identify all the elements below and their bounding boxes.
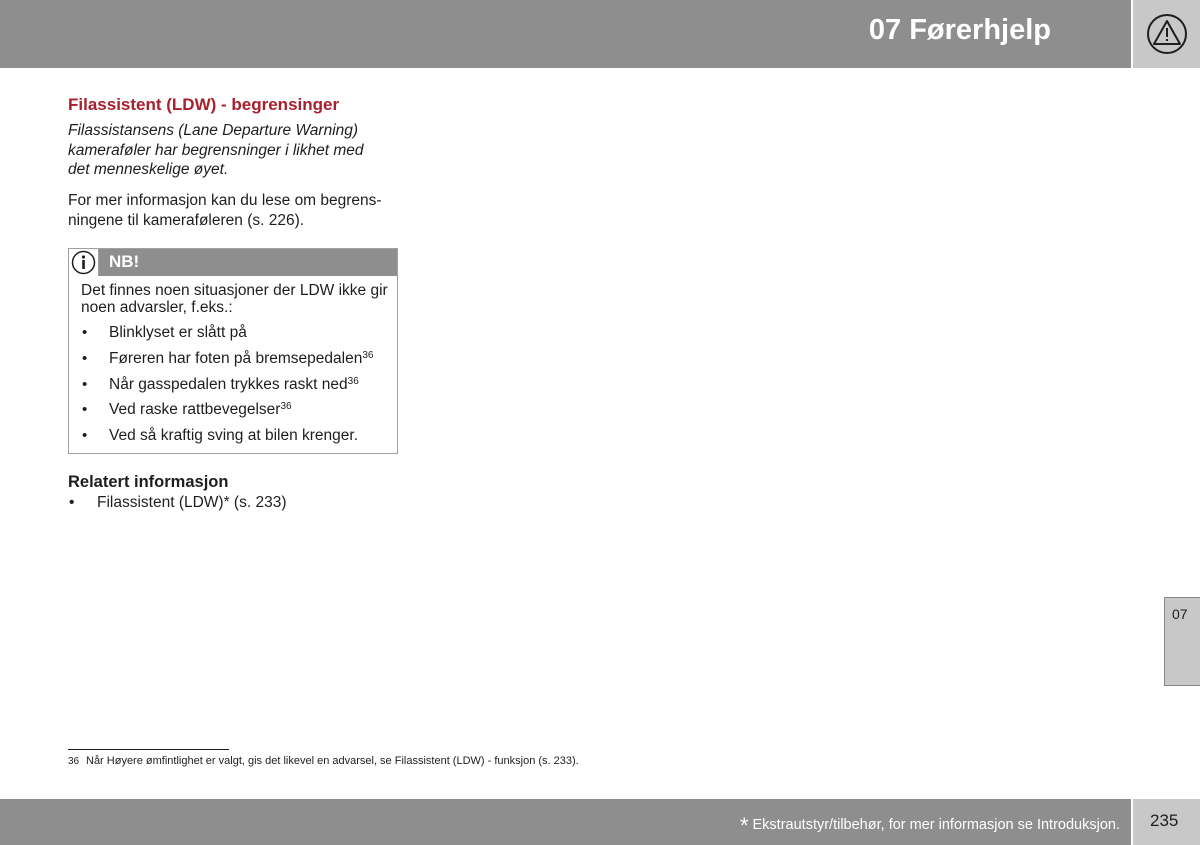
footer-note-text: Ekstrautstyr/tilbehør, for mer informasjon se Introduksjon. — [752, 817, 1120, 833]
footnote-ref: 36 — [362, 349, 374, 361]
note-intro: Det finnes noen situasjoner der LDW ikke gir noen advarsler, f.eks.: — [81, 282, 388, 316]
list-item-text: Ved raske rattbevegelser — [109, 401, 281, 419]
list-item-text: Ved så kraftig sving at bilen krenger. — [109, 427, 359, 445]
footnote-ref: 36 — [347, 375, 359, 387]
footnote — [68, 755, 579, 767]
footnote-text: Når Høyere ømfintlighet er valgt, gis det likevel en advarsel, se Filassistent (LDW) - funksjon (s. 233). — [86, 755, 579, 767]
chapter-side-tab[interactable] — [1164, 597, 1200, 686]
section-title: Filassistent (LDW) - begrensinger — [68, 95, 340, 114]
header-bar — [0, 0, 1131, 68]
related-title: Relatert informasjon — [68, 473, 229, 491]
header-icon-box — [1133, 0, 1200, 68]
related-link-text[interactable]: Filassistent (LDW)* (s. 233) — [97, 494, 287, 511]
bullet: • — [82, 349, 88, 367]
bullet: • — [82, 324, 88, 341]
body-text-line-1: For mer informasjon kan du lese om begrens- — [68, 192, 382, 209]
asterisk: * — [739, 813, 749, 838]
bullet: • — [82, 427, 88, 445]
note-header — [69, 249, 397, 276]
body-text — [68, 191, 403, 230]
footer-note — [740, 813, 1120, 839]
bullet: • — [82, 375, 88, 393]
note-icon-box — [69, 249, 99, 276]
list-item — [81, 376, 391, 402]
bullet: • — [82, 401, 88, 419]
section-intro: Filassistansens (Lane Departure Warning) kameraføler har begrensninger i likhet med det menneskelige øyet. — [68, 122, 364, 178]
list-item — [81, 427, 391, 453]
note-label: NB! — [109, 252, 140, 271]
warning-triangle-icon — [1146, 13, 1188, 55]
list-item — [81, 350, 391, 376]
chapter-title: 07 Førerhjelp — [868, 14, 1051, 46]
side-tab-label: 07 — [1172, 606, 1188, 622]
footnote-number: 36 — [68, 756, 80, 767]
list-item — [81, 324, 391, 350]
page-number-box — [1133, 799, 1200, 845]
note-box — [68, 248, 398, 454]
footnote-divider — [68, 749, 229, 750]
list-item — [81, 401, 391, 427]
list-item-text: Føreren har foten på bremsepedalen — [109, 349, 363, 367]
list-item-text: Når gasspedalen trykkes raskt ned — [109, 375, 348, 393]
note-list — [81, 324, 391, 453]
body-text-line-2: ningene til kameraføleren (s. 226). — [68, 211, 305, 229]
info-icon — [71, 250, 96, 275]
list-item-text: Blinklyset er slått på — [109, 324, 247, 341]
footnote-ref: 36 — [280, 401, 292, 413]
footer-bar — [0, 799, 1131, 845]
bullet: • — [69, 494, 75, 511]
page-number: 235 — [1150, 811, 1179, 830]
